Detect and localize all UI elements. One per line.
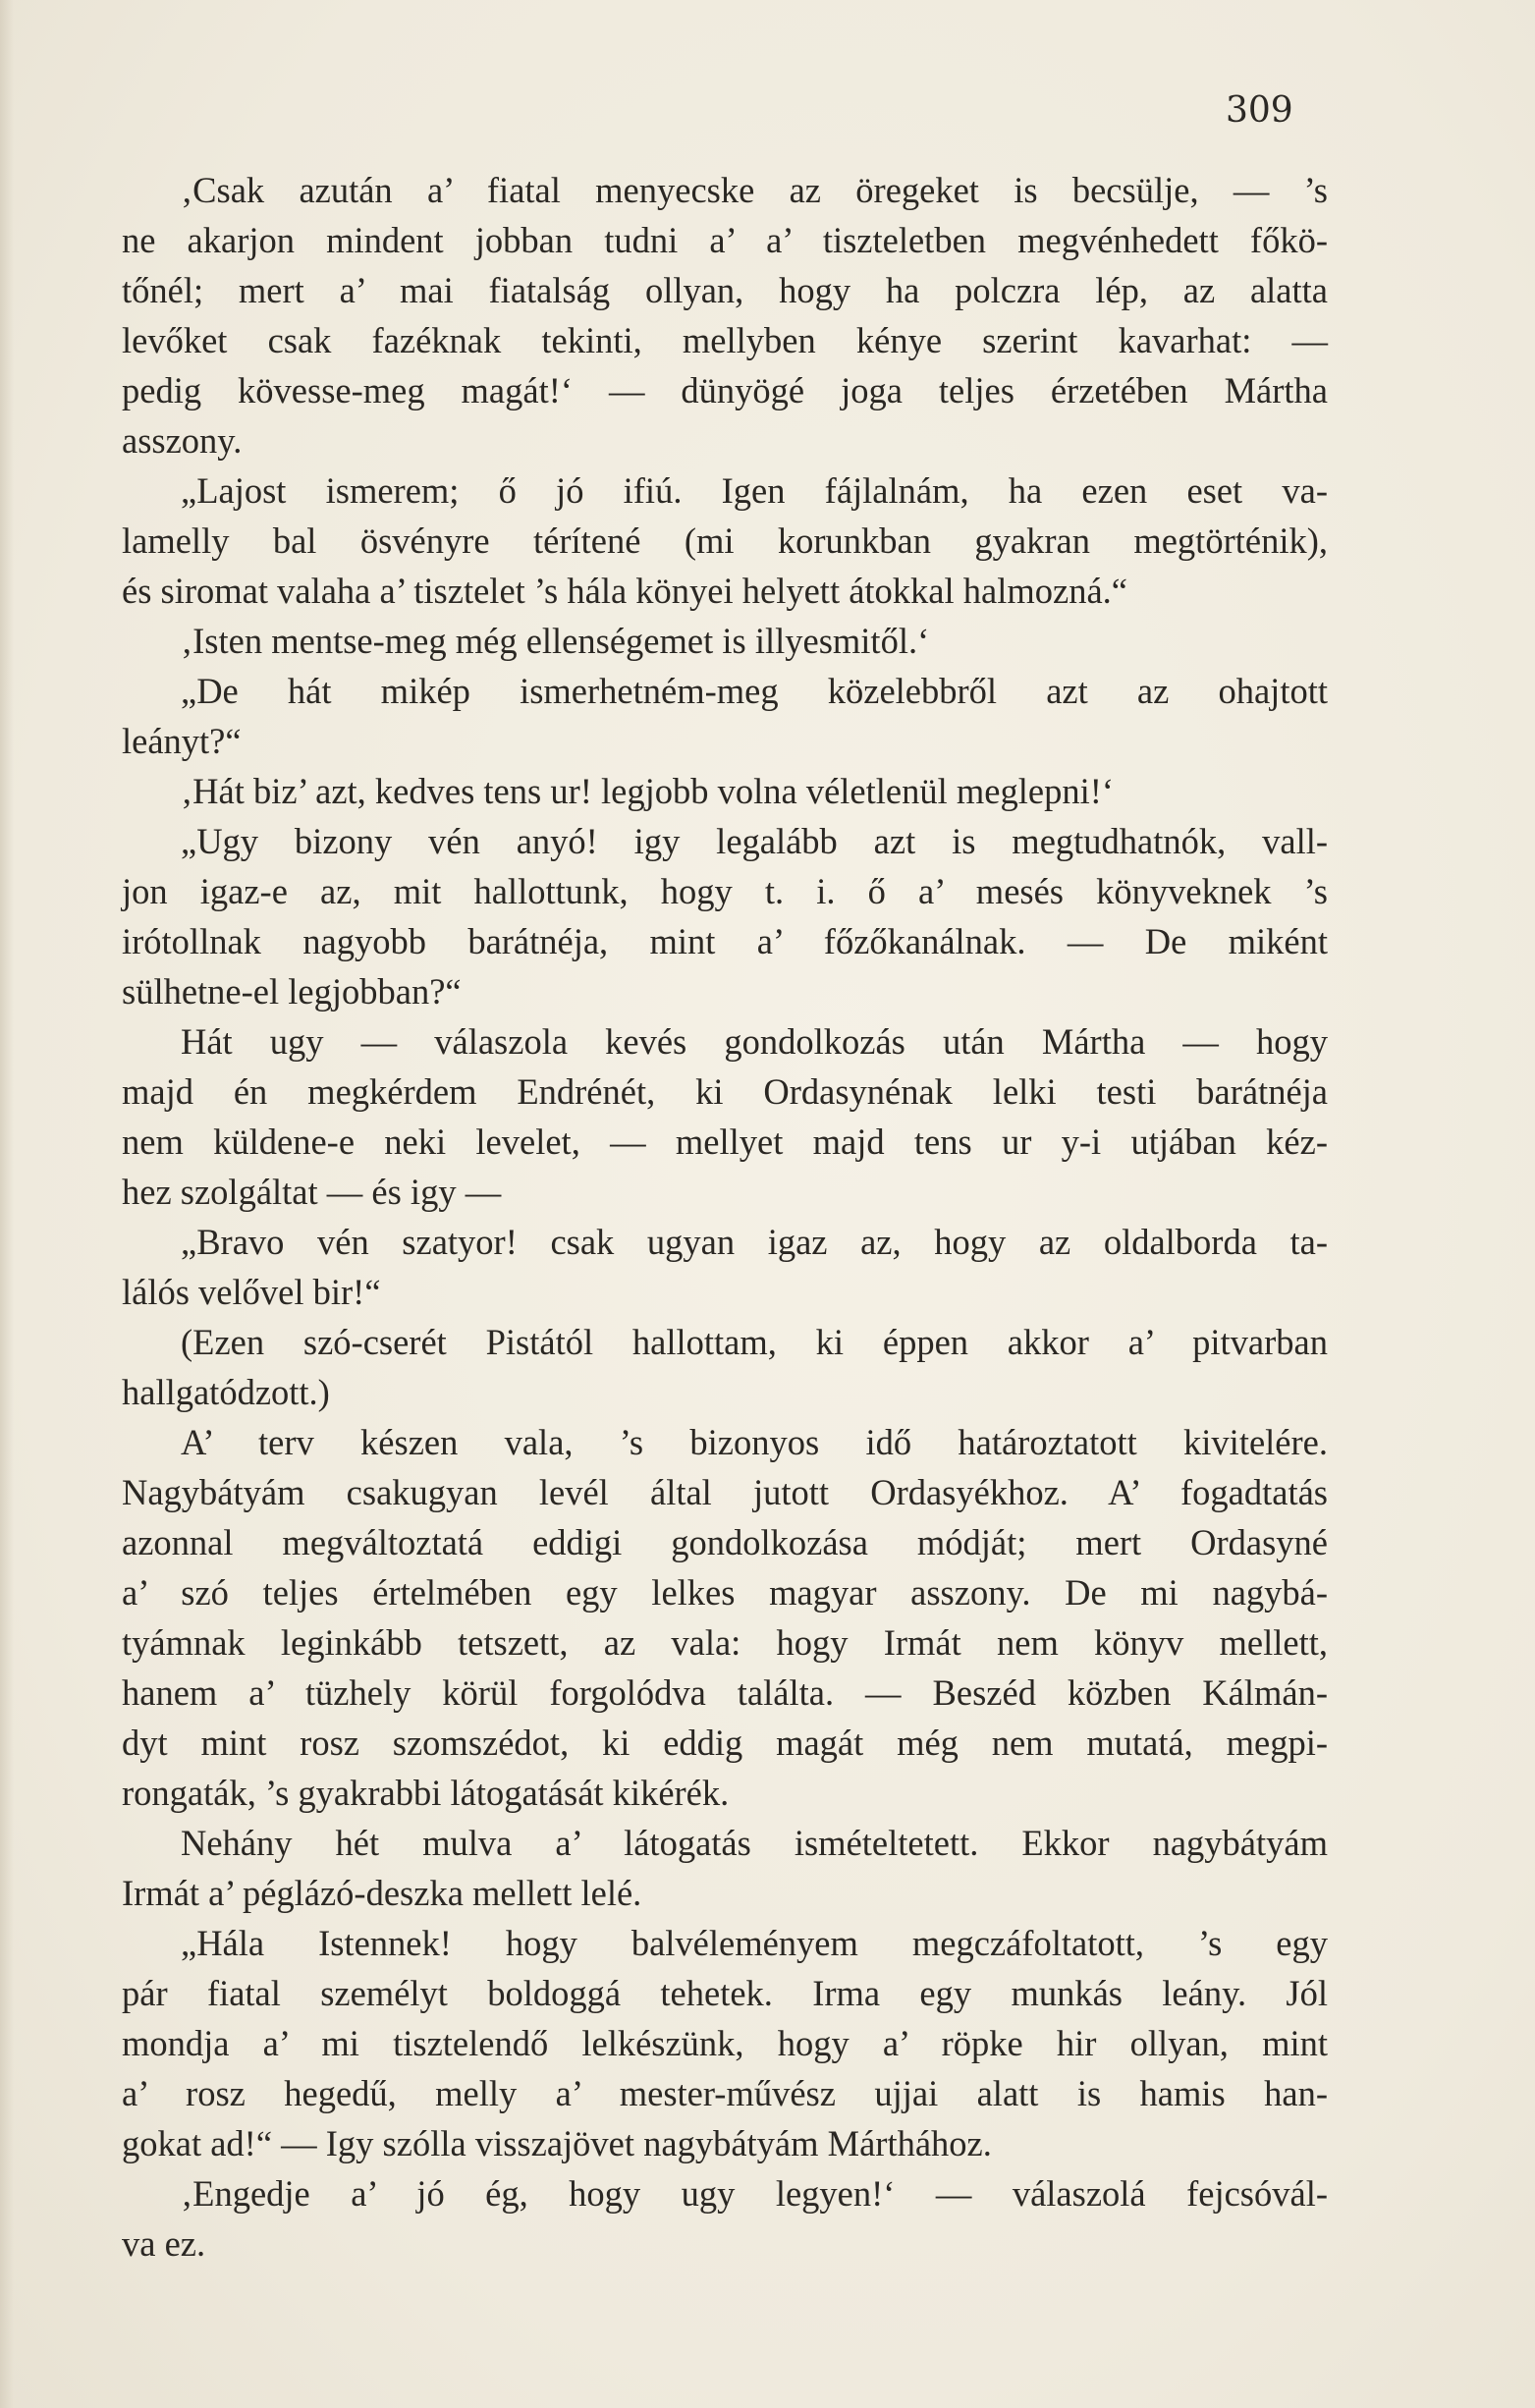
text-line: sülhetne-el legjobban?“: [122, 971, 462, 1012]
paragraph: [122, 616, 1328, 666]
paragraph: [122, 666, 1328, 766]
text-line: tyámnak leginkább tetszett, az vala: hogy Irmát nem könyv mellett,: [122, 1622, 1328, 1663]
text-line: tőnél; mert a’ mai fiatalság ollyan, hogy ha polczra lép, az alatta: [122, 270, 1328, 310]
paragraph: [122, 1417, 1328, 1818]
text-line: irótollnak nagyobb barátnéja, mint a’ főzőkanálnak. — De miként: [122, 921, 1328, 961]
paragraph: [122, 165, 1328, 465]
text-line: pedig kövesse-meg magát!‘ — dünyögé joga teljes érzetében Mártha: [122, 370, 1328, 410]
text-line: pár fiatal személyt boldoggá tehetek. Irma egy munkás leány. Jól: [122, 1973, 1328, 2013]
paragraph: [122, 1918, 1328, 2168]
text-line: Irmát a’ péglázó-deszka mellett lelé.: [122, 1873, 642, 1913]
text-line: mondja a’ mi tisztelendő lelkészünk, hogy a’ röpke hir ollyan, mint: [122, 2023, 1328, 2063]
text-line: levőket csak fazéknak tekinti, mellyben kénye szerint kavarhat: —: [122, 320, 1328, 360]
paragraph: [122, 465, 1328, 616]
text-line: „Lajost ismerem; ő jó ifiú. Igen fájlalnám, ha ezen eset va-: [181, 470, 1328, 511]
text-line: és siromat valaha a’ tisztelet ’s hála könyei helyett átokkal halmozná.“: [122, 571, 1127, 611]
text-line: „Hála Istennek! hogy balvéleményem megczáfoltatott, ’s egy: [181, 1923, 1328, 1963]
text-line: Hát ugy — válaszola kevés gondolkozás után Mártha — hogy: [181, 1021, 1328, 1062]
text-line: ‚Hát biz’ azt, kedves tens ur! legjobb volna véletlenül meglepni!‘: [181, 771, 1115, 811]
paragraph: [122, 1016, 1328, 1217]
text-line: asszony.: [122, 420, 243, 461]
text-line: gokat ad!“ — Igy szólla visszajövet nagybátyám Márthához.: [122, 2123, 992, 2163]
text-line: rongaták, ’s gyakrabbi látogatását kikérék.: [122, 1773, 730, 1813]
paragraph: [122, 766, 1328, 816]
text-line: „Ugy bizony vén anyó! igy legalább azt is megtudhatnók, vall-: [181, 821, 1328, 861]
text-line: va ez.: [122, 2223, 206, 2264]
body-text: [122, 165, 1328, 2269]
text-line: jon igaz-e az, mit hallottunk, hogy t. i. ő a’ mesés könyveknek ’s: [122, 871, 1328, 911]
paragraph: [122, 1217, 1328, 1317]
text-line: leányt?“: [122, 721, 242, 761]
text-line: (Ezen szó-cserét Pistától hallottam, ki éppen akkor a’ pitvarban: [181, 1322, 1328, 1362]
text-line: A’ terv készen vala, ’s bizonyos idő határoztatott kivitelére.: [181, 1422, 1328, 1462]
text-line: „Bravo vén szatyor! csak ugyan igaz az, hogy az oldalborda ta-: [181, 1222, 1328, 1262]
page-gutter-shadow: [0, 0, 14, 2408]
text-line: lálós velővel bir!“: [122, 1272, 381, 1312]
text-line: „De hát mikép ismerhetném-meg közelebbről azt az ohajtott: [181, 671, 1328, 711]
text-line: azonnal megváltoztatá eddigi gondolkozása módját; mert Ordasyné: [122, 1522, 1328, 1562]
text-line: a’ rosz hegedű, melly a’ mester-művész ujjai alatt is hamis han-: [122, 2073, 1328, 2113]
text-line: ‚Isten mentse-meg még ellenségemet is illyesmitől.‘: [181, 621, 930, 661]
text-line: Nagybátyám csakugyan levél által jutott Ordasyékhoz. A’ fogadtatás: [122, 1472, 1328, 1512]
text-line: ‚Csak azután a’ fiatal menyecske az öregeket is becsülje, — ’s: [181, 170, 1328, 210]
paragraph: [122, 2168, 1328, 2269]
text-line: lamelly bal ösvényre térítené (mi korunkban gyakran megtörténik),: [122, 520, 1328, 561]
text-line: Nehány hét mulva a’ látogatás ismételtetett. Ekkor nagybátyám: [181, 1823, 1328, 1863]
page-number: 309: [1226, 90, 1293, 131]
paragraph: [122, 816, 1328, 1016]
text-line: ‚Engedje a’ jó ég, hogy ugy legyen!‘ — válaszolá fejcsóvál-: [181, 2173, 1328, 2214]
text-line: hanem a’ tüzhely körül forgolódva találta. — Beszéd közben Kálmán-: [122, 1672, 1328, 1713]
text-line: a’ szó teljes értelmében egy lelkes magyar asszony. De mi nagybá-: [122, 1572, 1328, 1613]
text-line: nem küldene-e neki levelet, — mellyet majd tens ur y-i utjában kéz-: [122, 1122, 1328, 1162]
text-line: dyt mint rosz szomszédot, ki eddig magát még nem mutatá, megpi-: [122, 1723, 1328, 1763]
paragraph: [122, 1317, 1328, 1417]
text-line: hez szolgáltat — és igy —: [122, 1172, 502, 1212]
paragraph: [122, 1818, 1328, 1918]
text-line: majd én megkérdem Endrénét, ki Ordasynénak lelki testi barátnéja: [122, 1071, 1328, 1112]
text-line: ne akarjon mindent jobban tudni a’ a’ tiszteletben megvénhedett főkö-: [122, 220, 1328, 260]
text-line: hallgatódzott.): [122, 1372, 330, 1412]
